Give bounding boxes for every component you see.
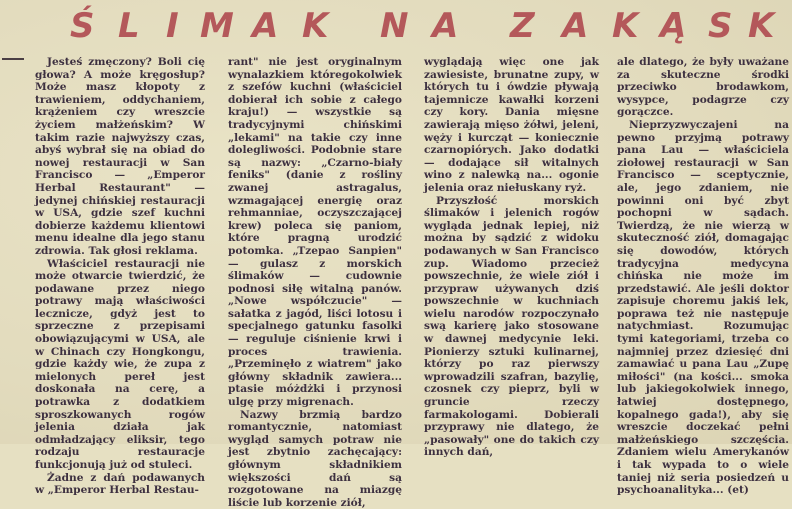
headline-letter: A <box>432 6 459 46</box>
headline-letter: A <box>562 6 589 46</box>
paragraph: wyglądają więc one jak zawiesiste, brunatne zupy, w których tu i ówdzie pływają tajemnicze kawałki korzeni czy kory. Dania mięsne zawierają mięso żółwi, jeleni, węży i kurcząt — koniecznie czarnopiórych. Jako dodatki — dodające sił witalnych wino z nalewką na... ogonie jelenia oraz niełuskany ryż. <box>424 56 599 194</box>
headline-letter: K <box>748 6 775 46</box>
article-column-2 <box>228 56 402 509</box>
paragraph: Właściciel restauracji nie może otwarcie twierdzić, że podawane przez niego potrawy mają właściwości lecznicze, gdyż jest to sprzeczne z przepisami obowiązującymi w USA, ale w Chinach czy Hongkongu, gdzie każdy wie, że zupa z mielonych pereł jest doskonała na cerę, a potrawka z dodatkiem sproszkowanych rogów jelenia działa jak odmładzający eliksir, tego rodzaju restauracje funkcjonują już od stuleci. <box>35 257 205 471</box>
paragraph: Nazwy brzmią bardzo romantycznie, natomiast wygląd samych potraw nie jest zbytnio zachęcający: głównym składnikiem większości dań są rozgotowane na miazgę liście lub korzenie ziół, <box>228 408 402 509</box>
headline-letter: I <box>166 6 179 46</box>
paragraph: rant" nie jest oryginalnym wynalazkiem któregokolwiek z szefów kuchni (właściciel dobierał ich sobie z całego kraju!) — wszystkie są tradycyjnymi chińskimi „lekami" na takie czy inne dolegliwości. Podobnie stare są nazwy: „Czarno-biały feniks" (danie z rośliny zwanej astragalus, wzmagającej energię oraz rehmanniae, oczyszczającej krew) poleca się paniom, które pragną urodzić potomka. „Tzepao Sanpien" — gulasz z morskich ślimaków — cudownie podnosi siłę witalną panów. „Nowe współczucie" — sałatka z jagód, liści lotosu i specjalnego gatunku fasolki — reguluje ciśnienie krwi i proces trawienia. „Przeminęło z wiatrem" jako główny składnik zawiera... ptasie móżdżki i przynosi ulgę przy migrenach. <box>228 56 402 409</box>
headline-letter: M <box>200 6 234 46</box>
headline-letter: Ą <box>660 6 687 46</box>
headline-letter: Z <box>510 6 535 46</box>
paragraph: ale dlatego, że były uważane za skuteczne środki przeciwko brodawkom, wysypce, podagrze czy gorączce. <box>617 56 789 119</box>
headline-letter: Ś <box>70 6 95 46</box>
section-rule <box>2 58 24 60</box>
headline-letter: S <box>708 6 733 46</box>
article-headline <box>0 0 792 52</box>
paragraph: Przyszłość morskich ślimaków i jelenich rogów wygląda jednak lepiej, niż można by sądzić z widoku podawanych w San Francisco zup. Wiadomo przecież powszechnie, że wiele ziół i przypraw używanych dziś powszechnie w kuchniach wielu narodów rozpoczynało swą karierę jako stosowane w dawnej medycynie leki. Pionierzy sztuki kulinarnej, którzy po raz pierwszy wprowadzili szafran, bazylię, czosnek czy pieprz, byli w gruncie rzeczy farmakologami. Dobierali przyprawy nie dlatego, że „pasowały" one do takich czy innych dań, <box>424 194 599 459</box>
headline-letter: K <box>612 6 639 46</box>
article-column-1 <box>35 56 205 497</box>
headline-letter: K <box>302 6 329 46</box>
article-column-3 <box>424 56 599 459</box>
paragraph: Nieprzyzwyczajeni na pewno przyjmą potrawy pana Lau — właściciela ziołowej restauracji w San Francisco — sceptycznie, ale, jego zdaniem, nie powinni oni być zbyt pochopni w sądach. Twierdzą, że nie wierzą w skuteczność ziół, domagając się dowodów, których tradycyjna medycyna chińska nie może im przedstawić. Ale jeśli doktor zapisuje choremu jakiś lek, poprawa też nie następuje natychmiast. Rozumując tymi kategoriami, trzeba co najmniej przez dziesięć dni zamawiać u pana Lau „Zupę miłości" (na kości... smoka lub jakiegokolwiek innego, łatwiej dostępnego, kopalnego gada!), aby się wreszcie doczekać pełni małżeńskiego szczęścia. Zdaniem wielu Amerykanów i tak wypada to o wiele taniej niż seria posiedzeń u psychoanalityka... (et) <box>617 118 789 497</box>
headline-letter: N <box>380 6 409 46</box>
article-column-4 <box>617 56 789 497</box>
headline-letter: L <box>118 6 140 46</box>
headline-letter: A <box>252 6 279 46</box>
paragraph: Żadne z dań podawanych w „Emperor Herbal Restau- <box>35 471 205 497</box>
paragraph: Jesteś zmęczony? Boli cię głowa? A może kręgosłup? Może masz kłopoty z trawieniem, oddychaniem, krążeniem czy wreszcie życiem małżeńskim? W takim razie najwyższy czas, abyś wybrał się na obiad do nowej restauracji w San Francisco — „Emperor Herbal Restaurant" — jedynej chińskiej restauracji w USA, gdzie szef kuchni dobierze każdemu klientowi menu idealne dla jego stanu zdrowia. Tak głosi reklama. <box>35 56 205 257</box>
